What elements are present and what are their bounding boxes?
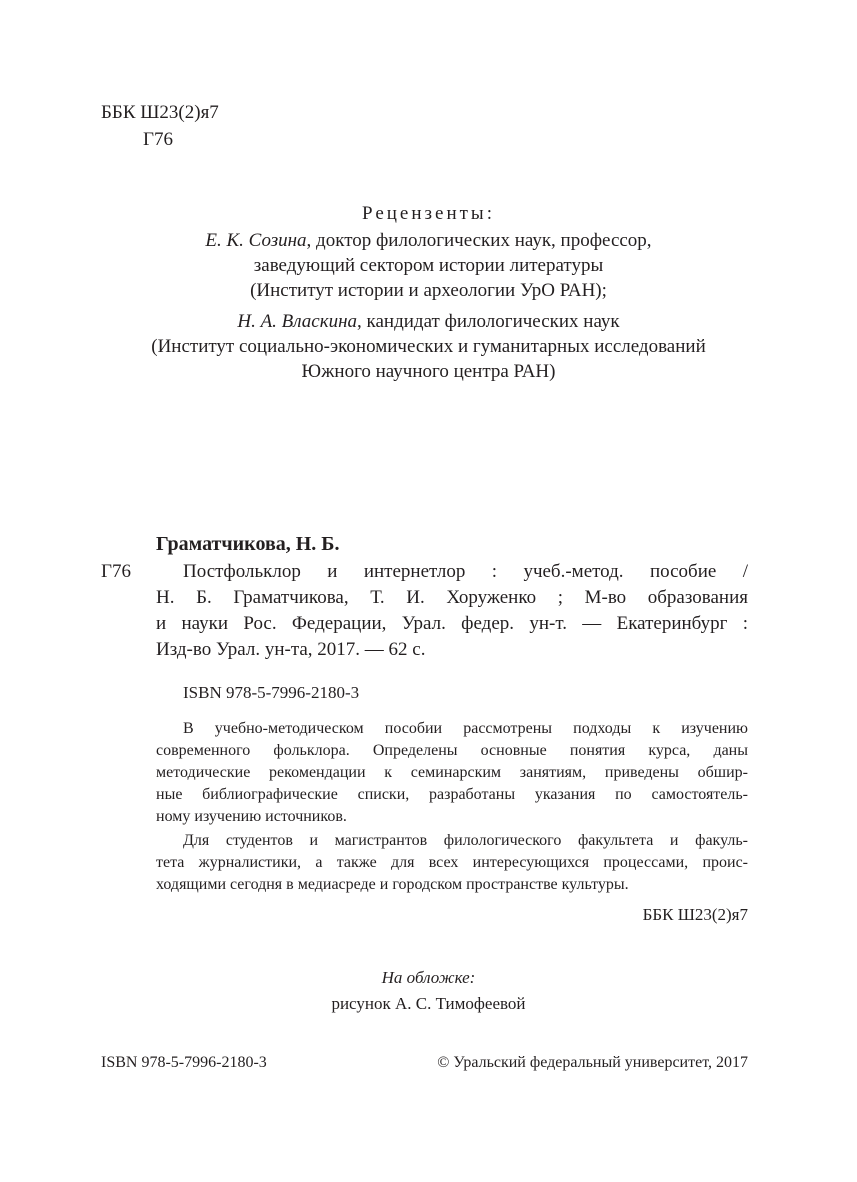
abstract-bbk: ББК Ш23(2)я7 [642,905,748,924]
audience-line-1: Для студентов и магистрантов филологического факультета и факуль- [183,832,748,849]
entry-code: Г76 [101,561,131,582]
entry-desc-line-4: Изд-во Урал. ун-та, 2017. — 62 с. [156,639,426,660]
abstract-line-3: методические рекомендации к семинарским занятиям, приведены обшир- [156,764,748,781]
entry-desc-line-1: Постфольклор и интернетлор : учеб.-метод. пособие / [183,561,748,582]
abstract-line-1: В учебно-методическом пособии рассмотрены подходы к изучению [183,720,748,737]
reviewer-2-title: , кандидат филологических наук [357,311,620,332]
abstract-line-5: ному изучению источников. [156,808,347,825]
entry-author: Граматчикова, Н. Б. [156,533,340,555]
reviewer-2 [0,310,857,334]
cover-credit: рисунок А. С. Тимофеевой [331,994,526,1013]
reviewer-1-title: , доктор филологических наук, профессор, [306,230,652,251]
author-mark: Г76 [143,129,173,150]
reviewer-2-institution-cont: Южного научного центра РАН) [301,361,556,382]
reviewer-1-position: заведующий сектором истории литературы [253,255,604,276]
audience-line-3: ходящими сегодня в медиасреде и городском пространстве культуры. [156,876,629,893]
reviewer-1-name: Е. К. Созина [205,230,307,251]
entry-desc-line-2: Н. Б. Граматчикова, Т. И. Хоруженко ; М-во образования [156,587,748,608]
reviewers-heading: Рецензенты: [362,203,495,224]
footer-copyright: © Уральский федеральный университет, 2017 [437,1054,748,1071]
audience-line-2: тета журналистики, а также для всех интересующихся процессами, проис- [156,854,748,871]
footer-isbn: ISBN 978-5-7996-2180-3 [101,1054,267,1071]
bbk-code: ББК Ш23(2)я7 [101,102,219,123]
reviewer-2-institution: (Институт социально-экономических и гуманитарных исследований [151,336,706,357]
reviewer-1-institution: (Институт истории и археологии УрО РАН); [250,280,607,301]
abstract-line-4: ные библиографические списки, разработаны указания по самостоятель- [156,786,748,803]
abstract-line-2: современного фольклора. Определены основные понятия курса, даны [156,742,748,759]
entry-desc-line-3: и науки Рос. Федерации, Урал. федер. ун-т. — Екатеринбург : [156,613,748,634]
reviewer-1 [0,229,857,253]
cover-label: На обложке: [381,968,476,987]
reviewer-2-name: Н. А. Власкина [237,311,358,332]
entry-isbn: ISBN 978-5-7996-2180-3 [183,683,360,702]
